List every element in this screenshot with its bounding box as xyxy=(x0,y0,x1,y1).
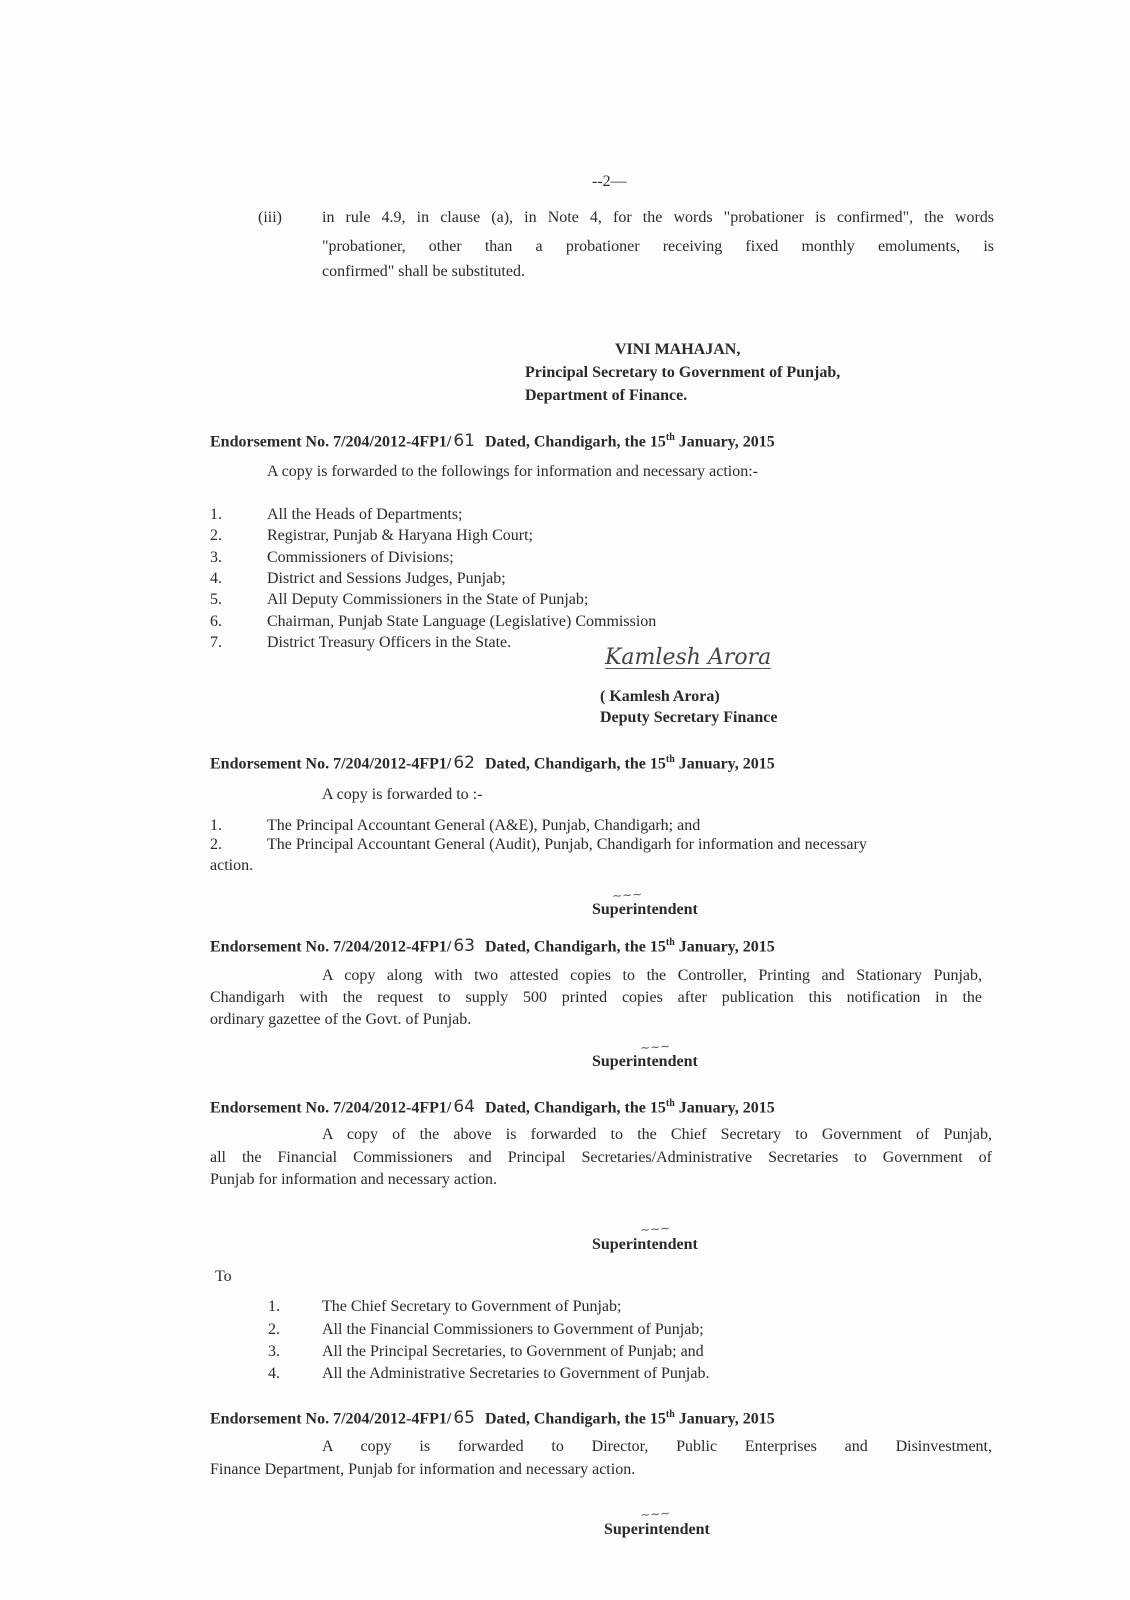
initials-scrawl: ~~~ xyxy=(611,886,643,904)
paragraph-line: A copy is forwarded to Director, Public Enterprises and Disinvestment, xyxy=(322,1438,992,1455)
endorsement-header xyxy=(210,750,775,774)
signer-title: Superintendent xyxy=(592,1236,698,1253)
list-item: Commissioners of Divisions; xyxy=(267,549,454,566)
dated-sup: th xyxy=(665,1098,675,1109)
item-number: 3. xyxy=(210,549,222,566)
paragraph-line: all the Financial Commissioners and Principal Secretaries/Administrative Secretaries to Government of xyxy=(210,1149,992,1166)
to-label: To xyxy=(215,1268,232,1285)
dated-suffix: January, 2015 xyxy=(674,1099,775,1117)
item-number: 2. xyxy=(268,1321,280,1338)
endorsement-no: Endorsement No. 7/204/2012-4FP1/ xyxy=(210,433,452,451)
handwritten-number: 62 xyxy=(453,753,475,774)
item-number: 5. xyxy=(210,591,222,608)
endorsement-header xyxy=(210,933,775,957)
paragraph-line: ordinary gazettee of the Govt. of Punjab. xyxy=(210,1011,472,1028)
item-number: 2. xyxy=(210,836,222,853)
handwritten-number: 61 xyxy=(453,431,475,452)
endorsement-header xyxy=(210,428,775,452)
item-number: 1. xyxy=(210,506,222,523)
dated-suffix: January, 2015 xyxy=(674,1410,775,1428)
endorsement-intro: A copy is forwarded to :- xyxy=(322,786,483,803)
list-item: All the Financial Commissioners to Government of Punjab; xyxy=(322,1321,704,1338)
dated: Dated, Chandigarh, the 15 xyxy=(484,938,666,956)
signer-name: ( Kamlesh Arora) xyxy=(600,688,720,705)
dated-suffix: January, 2015 xyxy=(674,433,775,451)
list-item: All the Heads of Departments; xyxy=(267,506,463,523)
list-item: The Principal Accountant General (A&E), Punjab, Chandigarh; and xyxy=(267,817,701,834)
dated-sup: th xyxy=(665,937,675,948)
dated: Dated, Chandigarh, the 15 xyxy=(484,1410,666,1428)
dated: Dated, Chandigarh, the 15 xyxy=(484,433,666,451)
item-number: 2. xyxy=(210,527,222,544)
endorsement-intro: A copy is forwarded to the followings for information and necessary action:- xyxy=(267,463,758,480)
handwritten-number: 64 xyxy=(453,1097,475,1118)
item-number: 4. xyxy=(268,1365,280,1382)
endorsement-no: Endorsement No. 7/204/2012-4FP1/ xyxy=(210,755,452,773)
list-item: All the Administrative Secretaries to Government of Punjab. xyxy=(322,1365,710,1382)
list-item: District and Sessions Judges, Punjab; xyxy=(267,570,506,587)
paragraph-line: Chandigarh with the request to supply 500 printed copies after publication this notification in the xyxy=(210,989,982,1006)
initials-scrawl: ~~~ xyxy=(639,1038,671,1056)
handwritten-number: 65 xyxy=(453,1408,475,1429)
clause-marker: (iii) xyxy=(258,209,282,226)
endorsement-header xyxy=(210,1405,775,1429)
page-number: --2— xyxy=(592,173,627,190)
paragraph-line: A copy along with two attested copies to the Controller, Printing and Stationary Punjab, xyxy=(322,967,982,984)
initials-scrawl: ~~~ xyxy=(639,1220,671,1238)
endorsement-header xyxy=(210,1094,775,1118)
list-item: Registrar, Punjab & Haryana High Court; xyxy=(267,527,533,544)
item-number: 1. xyxy=(210,817,222,834)
initials-scrawl: ~~~ xyxy=(639,1505,671,1523)
signatory-designation: Principal Secretary to Government of Punjab, xyxy=(525,364,841,381)
endorsement-no: Endorsement No. 7/204/2012-4FP1/ xyxy=(210,1410,452,1428)
item-number: 3. xyxy=(268,1343,280,1360)
dated-sup: th xyxy=(665,754,675,765)
paragraph-line: A copy of the above is forwarded to the Chief Secretary to Government of Punjab, xyxy=(322,1126,992,1143)
dated-suffix: January, 2015 xyxy=(674,755,775,773)
handwritten-number: 63 xyxy=(453,936,475,957)
dated: Dated, Chandigarh, the 15 xyxy=(484,1099,666,1117)
paragraph-line: Finance Department, Punjab for information and necessary action. xyxy=(210,1461,636,1478)
list-item: District Treasury Officers in the State. xyxy=(267,634,512,651)
endorsement-no: Endorsement No. 7/204/2012-4FP1/ xyxy=(210,1099,452,1117)
list-item: Chairman, Punjab State Language (Legislative) Commission xyxy=(267,613,657,630)
dated: Dated, Chandigarh, the 15 xyxy=(484,755,666,773)
paragraph-line: Punjab for information and necessary action. xyxy=(210,1171,498,1188)
item-number: 6. xyxy=(210,613,222,630)
item-number: 4. xyxy=(210,570,222,587)
list-item: The Chief Secretary to Government of Punjab; xyxy=(322,1298,622,1315)
item-number: 1. xyxy=(268,1298,280,1315)
list-item: The Principal Accountant General (Audit), Punjab, Chandigarh for information and necessary xyxy=(267,836,867,853)
signatory-department: Department of Finance. xyxy=(525,387,688,404)
signer-title: Superintendent xyxy=(592,1053,698,1070)
signer-title: Deputy Secretary Finance xyxy=(600,709,778,726)
dated-sup: th xyxy=(665,1409,675,1420)
handwritten-signature: Kamlesh Arora xyxy=(605,645,772,670)
signer-title: Superintendent xyxy=(592,901,698,918)
clause-line: "probationer, other than a probationer receiving fixed monthly emoluments, is xyxy=(322,238,994,255)
list-item-continuation: action. xyxy=(210,857,254,874)
item-number: 7. xyxy=(210,634,222,651)
list-item: All the Principal Secretaries, to Government of Punjab; and xyxy=(322,1343,704,1360)
signatory-name: VINI MAHAJAN, xyxy=(615,341,741,358)
dated-sup: th xyxy=(665,432,675,443)
endorsement-no: Endorsement No. 7/204/2012-4FP1/ xyxy=(210,938,452,956)
signer-title: Superintendent xyxy=(604,1521,710,1538)
clause-line: in rule 4.9, in clause (a), in Note 4, for the words "probationer is confirmed", the words xyxy=(322,209,994,226)
list-item: All Deputy Commissioners in the State of Punjab; xyxy=(267,591,589,608)
clause-line: confirmed" shall be substituted. xyxy=(322,263,525,280)
dated-suffix: January, 2015 xyxy=(674,938,775,956)
